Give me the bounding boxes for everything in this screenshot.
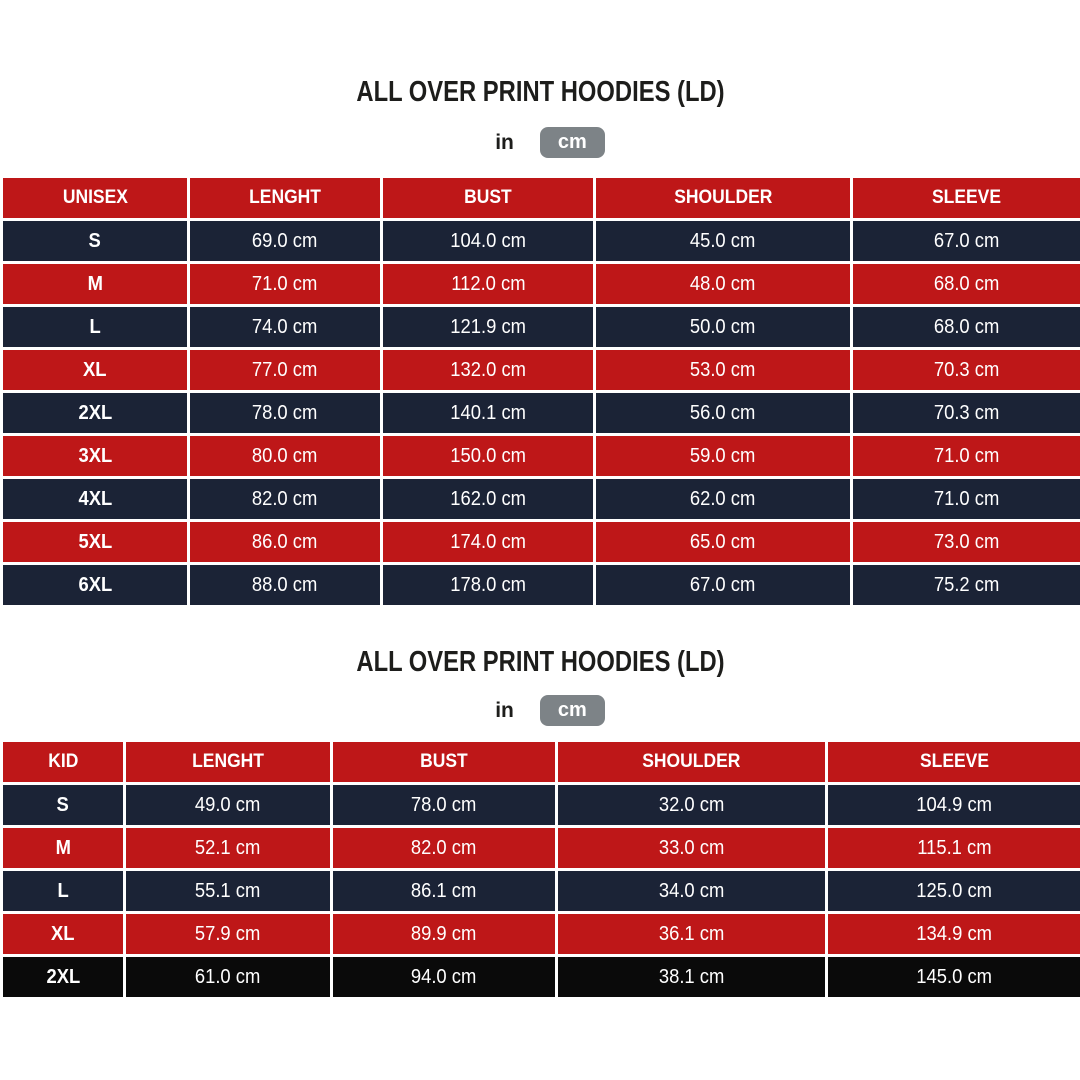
size-label: 3XL: [78, 444, 112, 467]
measurement-cell: [595, 564, 852, 607]
measurement-cell: [557, 870, 827, 913]
unisex-size-table: [0, 175, 1080, 608]
section-title-kid: [0, 644, 1080, 680]
measurement-cell: [382, 435, 595, 478]
measurement-value: 50.0 cm: [690, 315, 756, 338]
measurement-value: 67.0 cm: [690, 573, 756, 596]
measurement-value: 77.0 cm: [252, 358, 318, 381]
header-row: [2, 741, 1080, 784]
measurement-value: 94.0 cm: [411, 965, 477, 988]
column-header-label: SLEEVE: [919, 751, 989, 772]
measurement-value: 121.9 cm: [450, 315, 526, 338]
measurement-value: 140.1 cm: [450, 401, 526, 424]
size-label: L: [89, 315, 101, 338]
size-cell: [2, 870, 125, 913]
measurement-value: 88.0 cm: [252, 573, 318, 596]
measurement-value: 132.0 cm: [450, 358, 526, 381]
measurement-cell: [382, 478, 595, 521]
measurement-value: 73.0 cm: [933, 530, 1000, 553]
table-row: [2, 349, 1080, 392]
measurement-cell: [557, 913, 827, 956]
measurement-value: 134.9 cm: [916, 922, 992, 945]
measurement-cell: [595, 478, 852, 521]
size-label: 4XL: [78, 487, 112, 510]
table-row: [2, 956, 1080, 999]
table-row: [2, 306, 1080, 349]
measurement-cell: [332, 784, 557, 827]
measurement-cell: [557, 784, 827, 827]
column-header: [2, 177, 189, 220]
measurement-cell: [557, 827, 827, 870]
measurement-cell: [189, 220, 382, 263]
column-header-label: SHOULDER: [673, 187, 773, 208]
measurement-cell: [189, 306, 382, 349]
column-header: [827, 741, 1080, 784]
measurement-cell: [125, 956, 332, 999]
size-cell: [2, 306, 189, 349]
table-row: [2, 521, 1080, 564]
column-header-label: LENGHT: [249, 187, 321, 208]
measurement-cell: [189, 392, 382, 435]
table-row: [2, 564, 1080, 607]
size-label: 6XL: [78, 573, 112, 596]
measurement-cell: [125, 784, 332, 827]
measurement-value: 32.0 cm: [658, 793, 725, 816]
column-header-label: BUST: [464, 187, 512, 208]
measurement-value: 78.0 cm: [411, 793, 477, 816]
measurement-cell: [595, 220, 852, 263]
size-cell: [2, 478, 189, 521]
measurement-cell: [827, 956, 1080, 999]
table-row: [2, 263, 1080, 306]
measurement-value: 70.3 cm: [933, 358, 1000, 381]
measurement-cell: [827, 784, 1080, 827]
measurement-value: 68.0 cm: [933, 315, 1000, 338]
measurement-cell: [827, 870, 1080, 913]
section-title-text: ALL OVER PRINT HOODIES (LD): [355, 646, 725, 678]
measurement-cell: [382, 564, 595, 607]
measurement-cell: [852, 220, 1080, 263]
measurement-value: 48.0 cm: [690, 272, 756, 295]
measurement-cell: [332, 870, 557, 913]
measurement-cell: [332, 827, 557, 870]
size-label: M: [55, 836, 71, 859]
measurement-cell: [595, 392, 852, 435]
measurement-value: 34.0 cm: [658, 879, 725, 902]
measurement-cell: [332, 913, 557, 956]
measurement-value: 145.0 cm: [916, 965, 992, 988]
table-row: [2, 913, 1080, 956]
measurement-value: 104.0 cm: [450, 229, 526, 252]
measurement-value: 38.1 cm: [658, 965, 725, 988]
measurement-value: 71.0 cm: [933, 487, 1000, 510]
measurement-value: 75.2 cm: [933, 573, 1000, 596]
size-label: 2XL: [46, 965, 80, 988]
measurement-value: 89.9 cm: [411, 922, 477, 945]
measurement-cell: [852, 435, 1080, 478]
measurement-value: 162.0 cm: [450, 487, 526, 510]
measurement-value: 59.0 cm: [690, 444, 756, 467]
table-row: [2, 435, 1080, 478]
measurement-value: 115.1 cm: [916, 836, 992, 859]
section-title-text: ALL OVER PRINT HOODIES (LD): [355, 76, 725, 108]
measurement-cell: [189, 564, 382, 607]
size-label: S: [56, 793, 70, 816]
table-row: [2, 870, 1080, 913]
measurement-value: 62.0 cm: [690, 487, 756, 510]
size-label: 5XL: [78, 530, 112, 553]
column-header-label: UNISEX: [62, 187, 128, 208]
measurement-cell: [382, 306, 595, 349]
measurement-value: 104.9 cm: [916, 793, 992, 816]
size-cell: [2, 913, 125, 956]
size-cell: [2, 220, 189, 263]
measurement-value: 70.3 cm: [933, 401, 1000, 424]
column-header-label: SLEEVE: [931, 187, 1001, 208]
measurement-value: 71.0 cm: [933, 444, 1000, 467]
measurement-cell: [595, 435, 852, 478]
measurement-cell: [595, 521, 852, 564]
in-unit-button[interactable]: in: [495, 130, 514, 154]
size-cell: [2, 564, 189, 607]
measurement-cell: [595, 349, 852, 392]
column-header: [595, 177, 852, 220]
measurement-cell: [382, 220, 595, 263]
column-header: [2, 741, 125, 784]
measurement-value: 82.0 cm: [252, 487, 318, 510]
measurement-cell: [852, 306, 1080, 349]
measurement-cell: [827, 913, 1080, 956]
table-row: [2, 392, 1080, 435]
measurement-cell: [382, 263, 595, 306]
measurement-value: 125.0 cm: [916, 879, 992, 902]
measurement-cell: [852, 392, 1080, 435]
measurement-value: 56.0 cm: [690, 401, 756, 424]
measurement-cell: [189, 435, 382, 478]
measurement-cell: [382, 521, 595, 564]
measurement-cell: [595, 263, 852, 306]
measurement-cell: [827, 827, 1080, 870]
measurement-value: 33.0 cm: [658, 836, 725, 859]
cm-unit-button[interactable]: cm: [540, 695, 605, 726]
in-unit-button[interactable]: in: [495, 698, 514, 722]
column-header: [852, 177, 1080, 220]
measurement-cell: [382, 392, 595, 435]
size-cell: [2, 521, 189, 564]
measurement-cell: [125, 870, 332, 913]
measurement-value: 52.1 cm: [195, 836, 261, 859]
measurement-cell: [189, 521, 382, 564]
measurement-cell: [189, 478, 382, 521]
measurement-cell: [852, 521, 1080, 564]
unit-toggle-unisex: [10, 127, 1080, 158]
size-label: M: [87, 272, 103, 295]
size-cell: [2, 827, 125, 870]
measurement-value: 74.0 cm: [252, 315, 318, 338]
column-header: [189, 177, 382, 220]
size-cell: [2, 392, 189, 435]
measurement-value: 112.0 cm: [450, 272, 526, 295]
measurement-value: 78.0 cm: [252, 401, 318, 424]
size-label: XL: [83, 358, 107, 381]
measurement-value: 36.1 cm: [658, 922, 725, 945]
measurement-value: 86.1 cm: [411, 879, 477, 902]
column-header-label: KID: [47, 751, 79, 772]
measurement-cell: [595, 306, 852, 349]
column-header: [332, 741, 557, 784]
header-row: [2, 177, 1080, 220]
measurement-cell: [557, 956, 827, 999]
measurement-value: 82.0 cm: [411, 836, 477, 859]
measurement-cell: [852, 478, 1080, 521]
measurement-value: 69.0 cm: [252, 229, 318, 252]
measurement-cell: [852, 564, 1080, 607]
measurement-value: 53.0 cm: [690, 358, 756, 381]
measurement-cell: [852, 263, 1080, 306]
measurement-value: 178.0 cm: [450, 573, 526, 596]
column-header: [125, 741, 332, 784]
measurement-value: 174.0 cm: [450, 530, 526, 553]
table-row: [2, 784, 1080, 827]
size-cell: [2, 956, 125, 999]
size-label: XL: [51, 922, 75, 945]
size-label: L: [57, 879, 69, 902]
measurement-value: 68.0 cm: [933, 272, 1000, 295]
cm-unit-button[interactable]: cm: [540, 127, 605, 158]
size-cell: [2, 349, 189, 392]
kid-size-table: [0, 739, 1080, 1000]
column-header: [382, 177, 595, 220]
measurement-value: 49.0 cm: [195, 793, 261, 816]
measurement-value: 150.0 cm: [450, 444, 526, 467]
size-cell: [2, 263, 189, 306]
column-header-label: LENGHT: [192, 751, 264, 772]
measurement-cell: [189, 263, 382, 306]
measurement-cell: [125, 913, 332, 956]
section-title-unisex: [0, 74, 1080, 110]
measurement-value: 71.0 cm: [252, 272, 318, 295]
table-row: [2, 220, 1080, 263]
measurement-value: 86.0 cm: [252, 530, 318, 553]
measurement-value: 65.0 cm: [690, 530, 756, 553]
measurement-value: 67.0 cm: [933, 229, 1000, 252]
column-header-label: BUST: [420, 751, 468, 772]
measurement-value: 61.0 cm: [195, 965, 261, 988]
table-row: [2, 478, 1080, 521]
measurement-value: 57.9 cm: [195, 922, 261, 945]
measurement-cell: [189, 349, 382, 392]
column-header: [557, 741, 827, 784]
measurement-value: 45.0 cm: [690, 229, 756, 252]
measurement-cell: [852, 349, 1080, 392]
size-label: 2XL: [78, 401, 112, 424]
measurement-cell: [382, 349, 595, 392]
size-label: S: [88, 229, 102, 252]
measurement-cell: [125, 827, 332, 870]
unit-toggle-kid: [10, 695, 1080, 726]
measurement-value: 55.1 cm: [195, 879, 261, 902]
table-row: [2, 827, 1080, 870]
measurement-value: 80.0 cm: [252, 444, 318, 467]
size-cell: [2, 435, 189, 478]
size-cell: [2, 784, 125, 827]
column-header-label: SHOULDER: [642, 751, 741, 772]
measurement-cell: [332, 956, 557, 999]
